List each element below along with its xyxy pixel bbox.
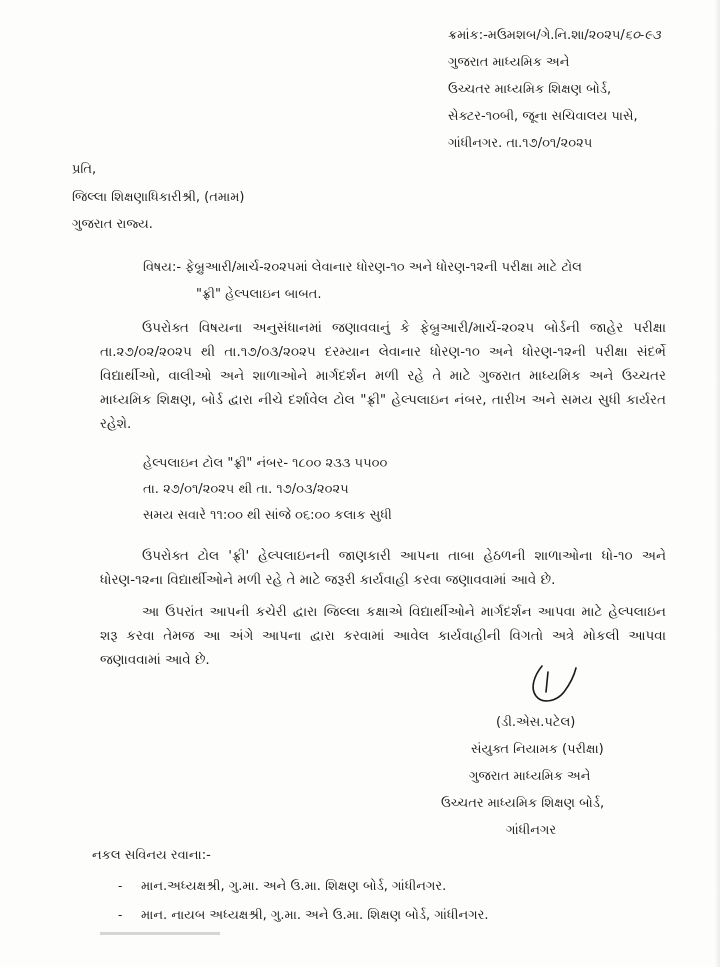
sender-address-line2: ઉચ્ચતર માધ્યમિક શિક્ષણ બોર્ડ, — [448, 82, 612, 97]
letter-date: ગાંધીનગર. તા.૧૭/૦૧/૨૦૨૫ — [448, 136, 593, 151]
signatory-name: (ડી.એસ.પટેલ) — [496, 715, 576, 730]
recipient-line2: ગુજરાત રાજ્ય. — [72, 217, 153, 232]
reference-number-handwritten: ૬૦-૯૩ — [624, 28, 661, 43]
signature-mark — [512, 662, 582, 710]
copy-item-2: માન. નાયબ અધ્યક્ષશ્રી, ગુ.મા. અને ઉ.મા. શિક્ષણ બોર્ડ, ગાંધીનગર. — [141, 908, 489, 923]
signatory-org-line2: ઉચ્ચતર માધ્યમિક શિક્ષણ બોર્ડ, — [441, 796, 605, 811]
copy-bullet: - — [118, 908, 123, 922]
scan-edge-shadow — [714, 0, 720, 967]
signatory-designation: સંયુક્ત નિયામક (પરીક્ષા) — [471, 742, 604, 757]
scan-footer-smudge — [100, 932, 220, 935]
copy-heading: નકલ સવિનય રવાના:- — [92, 848, 211, 863]
body-paragraph-3: આ ઉપરાંત આપની કચેરી દ્વારા જિલ્લા કક્ષાએ વિદ્યાર્થીઓને માર્ગદર્શન આપવા માટે હેલ્પલાઇન શરૂ કરવા તેમજ આ અંગે આપના દ્વારા કરવામાં આવેલ કાર્યવાહીની વિગતો અત્રે મોકલી આપવા જણાવવામાં આવે છે. — [100, 604, 666, 668]
copy-item-1: માન.અધ્યક્ષશ્રી, ગુ.મા. અને ઉ.મા. શિક્ષણ બોર્ડ, ગાંધીનગર. — [141, 879, 447, 894]
reference-number-printed: ક્રમાંક:-મઉમશબ/ગે.નિ.શા/૨૦૨૫/ — [448, 28, 625, 43]
helpline-time: સમય સવારે ૧૧:૦૦ થી સાંજે ૦૬:૦૦ કલાક સુધી — [143, 508, 392, 523]
sender-address-line3: સેક્ટર-૧૦બી, જૂના સચિવાલય પાસે, — [448, 109, 638, 124]
copy-bullet: - — [118, 879, 123, 893]
body-paragraph-1: ઉપરોક્ત વિષયના અનુસંધાનમાં જણાવવાનું કે ફેબ્રુઆરી/માર્ચ-૨૦૨૫ બોર્ડની જાહેર પરીક્ષા તા.૨૭/૦૨/૨૦૨૫ થી તા.૧૭/૦૩/૨૦૨૫ દરમ્યાન લેવાનાર ધોરણ-૧૦ અને ધોરણ-૧૨ની પરીક્ષા સંદર્ભે વિદ્યાર્થીઓ, વાલીઓ અને શાળાઓને માર્ગદર્શન મળી રહે તે માટે ગુજરાત માધ્યમિક અને ઉચ્ચતર માધ્યમિક શિક્ષણ, બોર્ડ દ્વારા નીચે દર્શાવેલ ટોલ "ફ્રી" હેલ્પલાઇન નંબર, તારીખ અને સમય સુધી કાર્યરત રહેશે. — [100, 320, 666, 432]
signatory-place: ગાંધીનગર — [506, 823, 557, 838]
signatory-org-line1: ગુજરાત માધ્યમિક અને — [469, 769, 591, 784]
subject-line1: વિષય:- ફેબ્રુઆરી/માર્ચ-૨૦૨૫માં લેવાનાર ધોરણ-૧૦ અને ધોરણ-૧૨ની પરીક્ષા માટે ટોલ — [143, 260, 582, 275]
sender-address-line1: ગુજરાત માધ્યમિક અને — [448, 55, 570, 70]
subject-line2: "ફ્રી" હેલ્પલાઇન બાબત. — [196, 287, 322, 302]
recipient-prati: પ્રતિ, — [72, 162, 97, 177]
recipient-line1: જિલ્લા શિક્ષણાધિકારીશ્રી, (તમામ) — [72, 190, 245, 205]
helpline-dates: તા. ૨૭/૦૧/૨૦૨૫ થી તા. ૧૭/૦૩/૨૦૨૫ — [143, 482, 349, 497]
helpline-number: હેલ્પલાઇન ટોલ "ફ્રી" નંબર- ૧૮૦૦ ૨૩૩ ૫૫૦૦ — [143, 456, 388, 471]
body-paragraph-2: ઉપરોક્ત ટોલ 'ફ્રી' હેલ્પલાઇનની જાણકારી આપના તાબા હેઠળની શાળાઓના ધો-૧૦ અને ધોરણ-૧૨ના વિદ્યાર્થીઓને મળી રહે તે માટે જરૂરી કાર્યવાહી કરવા જણાવવામાં આવે છે. — [100, 548, 666, 588]
reference-number — [448, 27, 661, 45]
